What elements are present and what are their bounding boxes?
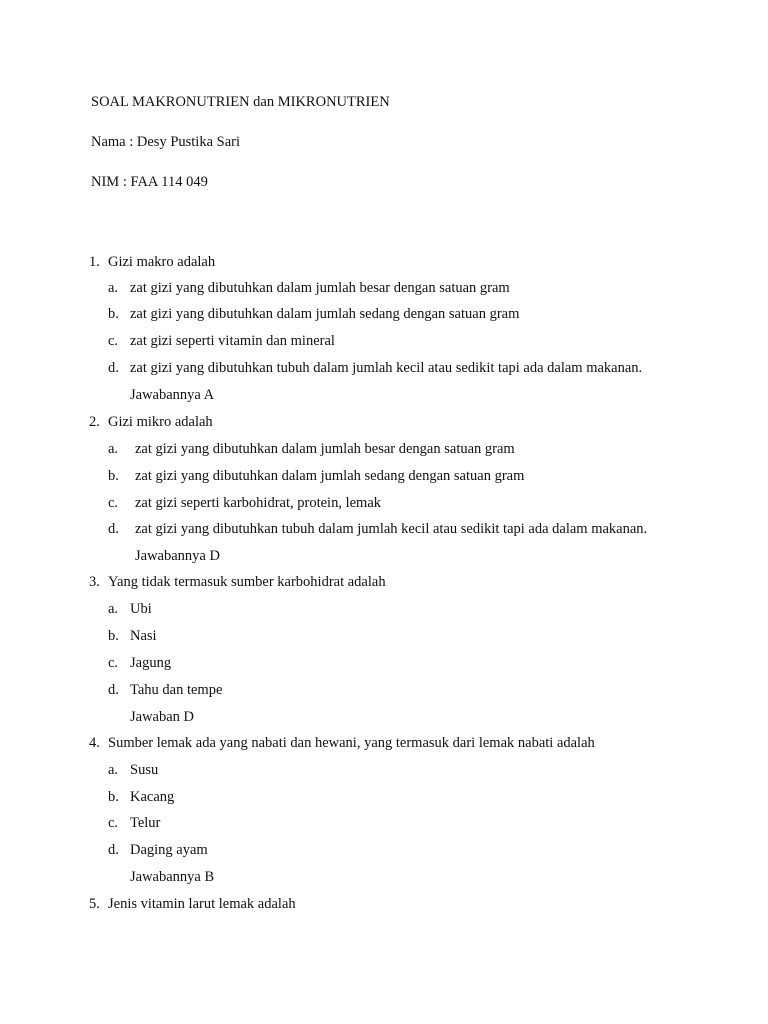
option-text: zat gizi yang dibutuhkan tubuh dalam jumlah kecil atau sedikit tapi ada dalam makanan. bbox=[130, 360, 643, 376]
answer-text: Jawaban D bbox=[130, 709, 195, 725]
question-text: Sumber lemak ada yang nabati dan hewani, yang termasuk dari lemak nabati adalah bbox=[108, 735, 595, 751]
question-number: 2. bbox=[89, 414, 100, 430]
option-letter: d. bbox=[108, 360, 119, 376]
question-text: Gizi makro adalah bbox=[108, 254, 216, 270]
question-text: Gizi mikro adalah bbox=[108, 414, 213, 430]
student-nim: NIM : FAA 114 049 bbox=[91, 174, 208, 190]
option-letter: b. bbox=[108, 306, 119, 322]
option-letter: d. bbox=[108, 682, 119, 698]
question-number: 5. bbox=[89, 896, 100, 912]
option-letter: c. bbox=[108, 495, 119, 511]
question-number: 4. bbox=[89, 735, 100, 751]
question-number: 3. bbox=[89, 574, 100, 590]
document-title: SOAL MAKRONUTRIEN dan MIKRONUTRIEN bbox=[91, 94, 390, 110]
option-letter: b. bbox=[108, 628, 119, 644]
option-text: Ubi bbox=[130, 601, 152, 617]
option-text: Susu bbox=[130, 762, 159, 778]
option-text: Nasi bbox=[130, 628, 157, 644]
student-name: Nama : Desy Pustika Sari bbox=[91, 134, 241, 150]
option-text: Tahu dan tempe bbox=[130, 682, 223, 698]
option-letter: a. bbox=[108, 441, 119, 457]
option-letter: a. bbox=[108, 601, 119, 617]
question-text: Yang tidak termasuk sumber karbohidrat adalah bbox=[108, 574, 386, 590]
option-text: zat gizi yang dibutuhkan tubuh dalam jumlah kecil atau sedikit tapi ada dalam makanan. bbox=[135, 521, 648, 537]
option-letter: c. bbox=[108, 815, 119, 831]
option-text: zat gizi seperti vitamin dan mineral bbox=[130, 333, 335, 349]
answer-text: Jawabannya D bbox=[135, 548, 220, 564]
option-text: zat gizi yang dibutuhkan dalam jumlah besar dengan satuan gram bbox=[135, 441, 515, 457]
answer-text: Jawabannya A bbox=[130, 387, 215, 403]
option-text: zat gizi yang dibutuhkan dalam jumlah besar dengan satuan gram bbox=[130, 280, 510, 296]
option-letter: a. bbox=[108, 280, 119, 296]
option-text: Telur bbox=[130, 815, 161, 831]
option-text: zat gizi seperti karbohidrat, protein, lemak bbox=[135, 495, 382, 511]
option-text: zat gizi yang dibutuhkan dalam jumlah sedang dengan satuan gram bbox=[135, 468, 525, 484]
question-number: 1. bbox=[89, 254, 100, 270]
option-letter: c. bbox=[108, 655, 119, 671]
option-text: Jagung bbox=[130, 655, 172, 671]
option-letter: d. bbox=[108, 521, 119, 537]
option-text: zat gizi yang dibutuhkan dalam jumlah sedang dengan satuan gram bbox=[130, 306, 520, 322]
option-text: Daging ayam bbox=[130, 842, 208, 858]
question-text: Jenis vitamin larut lemak adalah bbox=[108, 896, 296, 912]
option-letter: c. bbox=[108, 333, 119, 349]
option-letter: a. bbox=[108, 762, 119, 778]
option-letter: b. bbox=[108, 468, 119, 484]
option-text: Kacang bbox=[130, 789, 175, 805]
option-letter: b. bbox=[108, 789, 119, 805]
answer-text: Jawabannya B bbox=[130, 869, 215, 885]
option-letter: d. bbox=[108, 842, 119, 858]
